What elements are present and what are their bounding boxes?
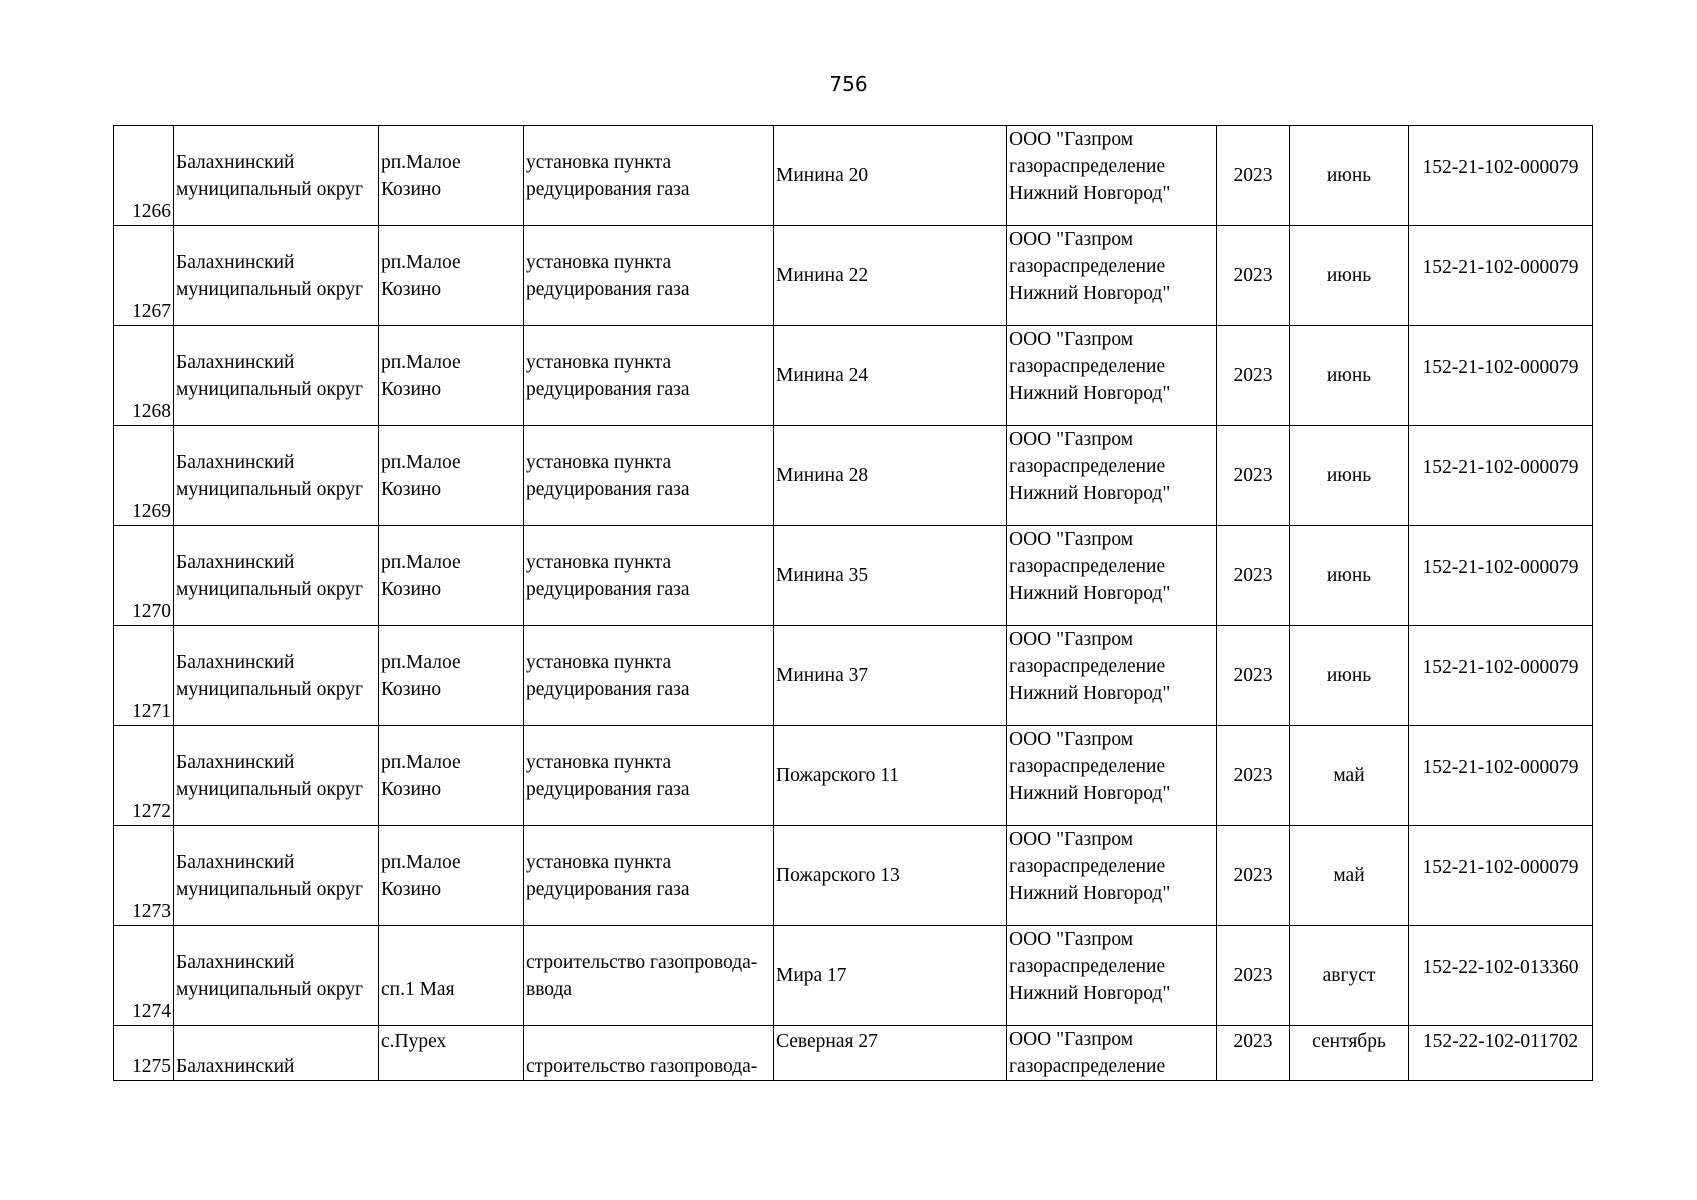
table-row (114, 426, 1593, 526)
work-type-cell-line: установка пункта (526, 651, 672, 673)
month-cell (1290, 226, 1409, 326)
address-cell (774, 426, 1007, 526)
district-cell-line: муниципальный округ (176, 178, 364, 200)
work-type-cell-line: установка пункта (526, 551, 672, 573)
settlement-cell-line: рп.Малое (381, 151, 461, 173)
district-cell-line: Балахнинский (176, 251, 295, 273)
row-number-cell (114, 626, 174, 726)
table-row (114, 726, 1593, 826)
code-cell-text: 152-21-102-000079 (1422, 257, 1579, 278)
organization-cell-line: газораспределение (1009, 556, 1166, 577)
month-cell-text: июнь (1326, 365, 1372, 386)
work-type-cell (524, 926, 774, 1026)
code-cell-text: 152-22-102-011702 (1422, 1031, 1579, 1052)
work-type-cell-line: редуцирования газа (526, 878, 690, 900)
year-cell-text: 2023 (1233, 765, 1273, 786)
work-type-cell-line: установка пункта (526, 151, 672, 173)
address-cell-text: Минина 37 (776, 665, 869, 686)
organization-cell (1007, 1026, 1217, 1081)
district-cell (174, 326, 379, 426)
row-number-cell-text: 1266 (132, 201, 171, 222)
organization-cell-line: газораспределение (1009, 856, 1166, 877)
month-cell-text: май (1333, 765, 1365, 786)
settlement-cell (379, 1026, 524, 1081)
settlement-cell-line: рп.Малое (381, 851, 461, 873)
settlement-cell (379, 326, 524, 426)
address-cell-text: Минина 24 (776, 365, 869, 386)
settlement-cell (379, 926, 524, 1026)
row-number-cell-text: 1271 (132, 701, 171, 722)
district-cell-line: Балахнинский (176, 351, 295, 373)
year-cell (1217, 626, 1290, 726)
organization-cell-line: газораспределение (1009, 356, 1166, 377)
code-cell-text: 152-21-102-000079 (1422, 457, 1579, 478)
year-cell-text: 2023 (1233, 565, 1273, 586)
organization-cell-line: Нижний Новгород" (1009, 883, 1171, 904)
organization-cell (1007, 226, 1217, 326)
settlement-cell-line: рп.Малое (381, 551, 461, 573)
month-cell (1290, 126, 1409, 226)
table-row (114, 926, 1593, 1026)
organization-cell-line: ООО "Газпром (1009, 729, 1134, 750)
code-cell (1409, 226, 1593, 326)
month-cell-text: июнь (1326, 665, 1372, 686)
work-type-cell-line: редуцирования газа (526, 278, 690, 300)
district-cell-line: Балахнинский (176, 651, 295, 673)
row-number-cell-text: 1269 (132, 501, 171, 522)
organization-cell-line: Нижний Новгород" (1009, 983, 1171, 1004)
work-type-cell (524, 626, 774, 726)
code-cell (1409, 326, 1593, 426)
district-cell-line: муниципальный округ (176, 478, 364, 500)
organization-cell-line: ООО "Газпром (1009, 629, 1134, 650)
address-cell-text: Минина 28 (776, 465, 869, 486)
organization-cell-line: газораспределение (1009, 956, 1166, 977)
row-number-cell (114, 326, 174, 426)
district-cell (174, 426, 379, 526)
month-cell-text: май (1333, 865, 1365, 886)
year-cell-text: 2023 (1233, 865, 1273, 886)
table-row (114, 226, 1593, 326)
district-cell-line: муниципальный округ (176, 378, 364, 400)
year-cell (1217, 826, 1290, 926)
settlement-cell (379, 426, 524, 526)
settlement-cell-line: рп.Малое (381, 751, 461, 773)
address-cell (774, 826, 1007, 926)
district-cell (174, 826, 379, 926)
settlement-cell-line: сп.1 Мая (381, 978, 455, 1000)
address-cell (774, 526, 1007, 626)
table-row (114, 526, 1593, 626)
district-cell (174, 226, 379, 326)
year-cell (1217, 126, 1290, 226)
address-cell (774, 726, 1007, 826)
organization-cell-line: ООО "Газпром (1009, 929, 1134, 950)
district-cell-line: Балахнинский (176, 151, 295, 173)
work-type-cell-line: установка пункта (526, 251, 672, 273)
work-type-cell (524, 326, 774, 426)
address-cell (774, 126, 1007, 226)
organization-cell-line: газораспределение (1009, 1056, 1166, 1077)
code-cell (1409, 426, 1593, 526)
code-cell-text: 152-21-102-000079 (1422, 857, 1579, 878)
work-type-cell-line: редуцирования газа (526, 378, 690, 400)
address-cell (774, 326, 1007, 426)
month-cell-text: июнь (1326, 265, 1372, 286)
work-type-cell (524, 526, 774, 626)
year-cell (1217, 726, 1290, 826)
organization-cell-line: ООО "Газпром (1009, 429, 1134, 450)
settlement-cell (379, 726, 524, 826)
work-type-cell-line: строительство газопровода- (526, 1056, 758, 1077)
table-body (114, 126, 1593, 1081)
settlement-cell-line: с.Пурех (381, 1031, 447, 1052)
code-cell (1409, 126, 1593, 226)
organization-cell-line: ООО "Газпром (1009, 1029, 1134, 1050)
address-cell (774, 926, 1007, 1026)
code-cell (1409, 826, 1593, 926)
year-cell-text: 2023 (1233, 465, 1273, 486)
month-cell (1290, 1026, 1409, 1081)
month-cell-text: июнь (1326, 565, 1372, 586)
organization-cell-line: Нижний Новгород" (1009, 283, 1171, 304)
row-number-cell-text: 1272 (132, 801, 171, 822)
month-cell (1290, 826, 1409, 926)
organization-cell-line: Нижний Новгород" (1009, 683, 1171, 704)
settlement-cell-line: рп.Малое (381, 351, 461, 373)
row-number-cell (114, 926, 174, 1026)
settlement-cell-line: Козино (381, 678, 442, 700)
work-type-cell-line: установка пункта (526, 751, 672, 773)
settlement-cell (379, 226, 524, 326)
organization-cell-line: газораспределение (1009, 156, 1166, 177)
district-cell-line: Балахнинский (176, 851, 295, 873)
month-cell (1290, 926, 1409, 1026)
address-cell-text: Пожарского 11 (776, 765, 900, 786)
settlement-cell (379, 126, 524, 226)
district-cell-line: Балахнинский (176, 1056, 295, 1077)
address-cell (774, 1026, 1007, 1081)
address-cell-text: Минина 20 (776, 165, 869, 186)
address-cell-text: Пожарского 13 (776, 865, 900, 886)
code-cell (1409, 726, 1593, 826)
address-cell (774, 626, 1007, 726)
month-cell (1290, 426, 1409, 526)
organization-cell-line: ООО "Газпром (1009, 329, 1134, 350)
code-cell (1409, 926, 1593, 1026)
organization-cell (1007, 426, 1217, 526)
work-type-cell-line: установка пункта (526, 351, 672, 373)
district-cell-line: муниципальный округ (176, 978, 364, 1000)
district-cell-line: муниципальный округ (176, 878, 364, 900)
row-number-cell-text: 1273 (132, 901, 171, 922)
settlement-cell-line: Козино (381, 878, 442, 900)
year-cell (1217, 526, 1290, 626)
settlement-cell (379, 626, 524, 726)
organization-cell-line: Нижний Новгород" (1009, 583, 1171, 604)
district-cell (174, 626, 379, 726)
code-cell (1409, 526, 1593, 626)
settlement-cell (379, 526, 524, 626)
work-type-cell-line: строительство газопровода- (526, 951, 758, 973)
year-cell (1217, 926, 1290, 1026)
table-row (114, 1026, 1593, 1081)
table-row (114, 826, 1593, 926)
work-type-cell-line: редуцирования газа (526, 478, 690, 500)
organization-cell (1007, 726, 1217, 826)
address-cell (774, 226, 1007, 326)
row-number-cell-text: 1274 (132, 1001, 171, 1022)
organization-cell (1007, 126, 1217, 226)
organization-cell-line: газораспределение (1009, 756, 1166, 777)
settlement-cell (379, 826, 524, 926)
row-number-cell-text: 1270 (132, 601, 171, 622)
work-type-cell (524, 1026, 774, 1081)
organization-cell-line: ООО "Газпром (1009, 229, 1134, 250)
row-number-cell (114, 1026, 174, 1081)
work-type-cell (524, 826, 774, 926)
page-number: 756 (829, 72, 868, 96)
year-cell (1217, 326, 1290, 426)
address-cell-text: Минина 35 (776, 565, 869, 586)
month-cell-text: сентябрь (1312, 1031, 1386, 1052)
district-cell (174, 1026, 379, 1081)
organization-cell (1007, 526, 1217, 626)
row-number-cell (114, 526, 174, 626)
year-cell-text: 2023 (1233, 265, 1273, 286)
work-type-cell-line: редуцирования газа (526, 578, 690, 600)
work-type-cell-line: редуцирования газа (526, 678, 690, 700)
row-number-cell (114, 226, 174, 326)
organization-cell-line: Нижний Новгород" (1009, 383, 1171, 404)
row-number-cell (114, 826, 174, 926)
month-cell (1290, 326, 1409, 426)
address-cell-text: Северная 27 (776, 1031, 878, 1052)
year-cell (1217, 226, 1290, 326)
settlement-cell-line: Козино (381, 178, 442, 200)
settlement-cell-line: Козино (381, 278, 442, 300)
settlement-cell-line: Козино (381, 378, 442, 400)
district-cell (174, 926, 379, 1026)
work-type-cell-line: установка пункта (526, 851, 672, 873)
month-cell (1290, 626, 1409, 726)
month-cell (1290, 526, 1409, 626)
code-cell-text: 152-21-102-000079 (1422, 357, 1579, 378)
table-row (114, 626, 1593, 726)
year-cell-text: 2023 (1233, 365, 1273, 386)
year-cell (1217, 1026, 1290, 1081)
row-number-cell (114, 726, 174, 826)
settlement-cell-line: рп.Малое (381, 651, 461, 673)
work-type-cell-line: редуцирования газа (526, 178, 690, 200)
work-type-cell (524, 226, 774, 326)
organization-cell (1007, 326, 1217, 426)
year-cell-text: 2023 (1233, 1031, 1273, 1052)
organization-cell-line: ООО "Газпром (1009, 129, 1134, 150)
work-type-cell-line: редуцирования газа (526, 778, 690, 800)
data-table (113, 125, 1593, 1081)
organization-cell-line: газораспределение (1009, 256, 1166, 277)
organization-cell-line: ООО "Газпром (1009, 829, 1134, 850)
organization-cell-line: газораспределение (1009, 456, 1166, 477)
code-cell-text: 152-21-102-000079 (1422, 157, 1579, 178)
address-cell-text: Минина 22 (776, 265, 869, 286)
district-cell-line: муниципальный округ (176, 778, 364, 800)
row-number-cell-text: 1275 (132, 1056, 171, 1077)
district-cell-line: муниципальный округ (176, 278, 364, 300)
year-cell-text: 2023 (1233, 165, 1273, 186)
work-type-cell-line: установка пункта (526, 451, 672, 473)
year-cell (1217, 426, 1290, 526)
work-type-cell (524, 126, 774, 226)
organization-cell (1007, 626, 1217, 726)
code-cell-text: 152-21-102-000079 (1422, 657, 1579, 678)
address-cell-text: Мира 17 (776, 965, 847, 986)
month-cell-text: август (1322, 965, 1376, 986)
row-number-cell (114, 126, 174, 226)
work-type-cell (524, 726, 774, 826)
district-cell-line: муниципальный округ (176, 678, 364, 700)
organization-cell (1007, 826, 1217, 926)
month-cell (1290, 726, 1409, 826)
district-cell (174, 526, 379, 626)
table-row (114, 126, 1593, 226)
district-cell-line: Балахнинский (176, 951, 295, 973)
district-cell (174, 126, 379, 226)
district-cell-line: Балахнинский (176, 451, 295, 473)
year-cell-text: 2023 (1233, 665, 1273, 686)
organization-cell-line: Нижний Новгород" (1009, 783, 1171, 804)
year-cell-text: 2023 (1233, 965, 1273, 986)
settlement-cell-line: рп.Малое (381, 251, 461, 273)
organization-cell-line: газораспределение (1009, 656, 1166, 677)
district-cell (174, 726, 379, 826)
month-cell-text: июнь (1326, 165, 1372, 186)
settlement-cell-line: Козино (381, 478, 442, 500)
code-cell-text: 152-22-102-013360 (1422, 957, 1579, 978)
district-cell-line: Балахнинский (176, 551, 295, 573)
settlement-cell-line: рп.Малое (381, 451, 461, 473)
row-number-cell-text: 1267 (132, 301, 171, 322)
code-cell-text: 152-21-102-000079 (1422, 757, 1579, 778)
table-row (114, 326, 1593, 426)
code-cell (1409, 626, 1593, 726)
row-number-cell (114, 426, 174, 526)
organization-cell-line: Нижний Новгород" (1009, 483, 1171, 504)
settlement-cell-line: Козино (381, 578, 442, 600)
organization-cell-line: ООО "Газпром (1009, 529, 1134, 550)
month-cell-text: июнь (1326, 465, 1372, 486)
district-cell-line: муниципальный округ (176, 578, 364, 600)
organization-cell-line: Нижний Новгород" (1009, 183, 1171, 204)
code-cell-text: 152-21-102-000079 (1422, 557, 1579, 578)
organization-cell (1007, 926, 1217, 1026)
code-cell (1409, 1026, 1593, 1081)
work-type-cell (524, 426, 774, 526)
work-type-cell-line: ввода (526, 978, 573, 1000)
settlement-cell-line: Козино (381, 778, 442, 800)
settlement-cell-line (381, 949, 521, 976)
district-cell-line: Балахнинский (176, 751, 295, 773)
row-number-cell-text: 1268 (132, 401, 171, 422)
